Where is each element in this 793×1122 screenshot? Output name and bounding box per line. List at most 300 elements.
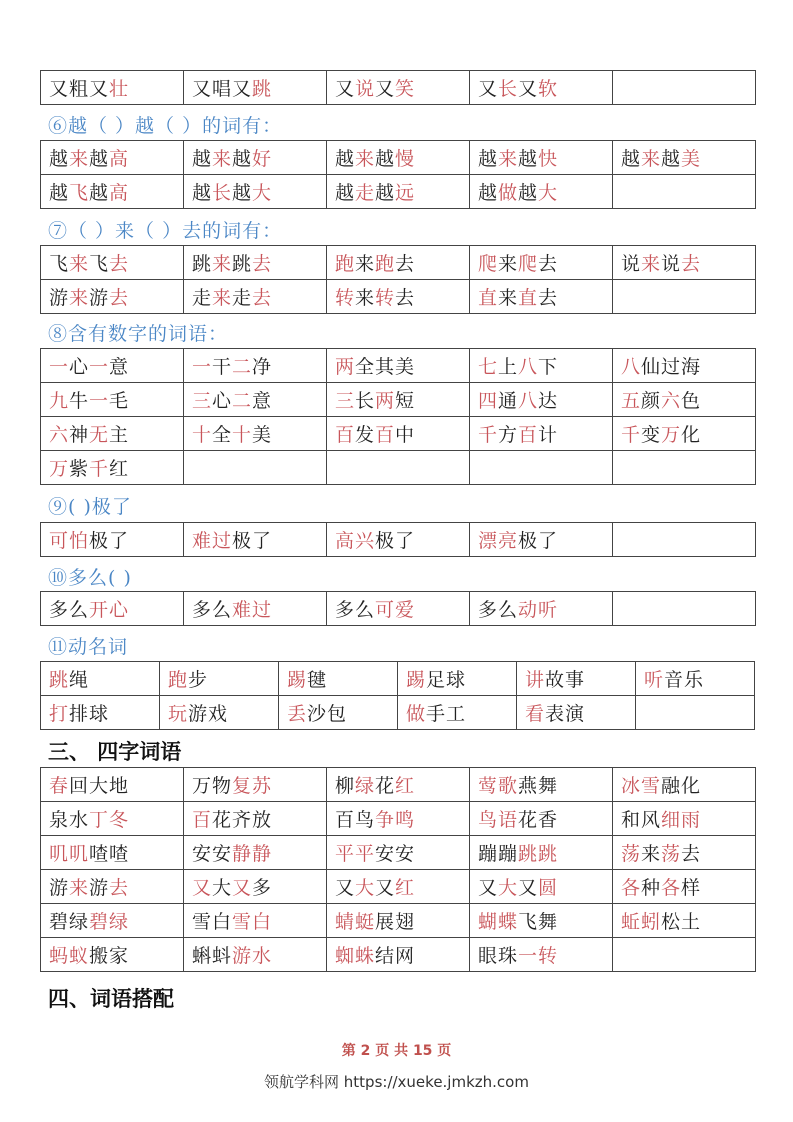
plain-char: 足球 <box>426 669 467 691</box>
plain-char: 来 <box>355 253 376 275</box>
highlighted-char: 长 <box>212 182 233 204</box>
highlighted-char: 千 <box>621 424 642 446</box>
highlighted-char: 大 <box>355 877 376 899</box>
plain-char: 又唱又 <box>192 78 253 100</box>
word-table-top <box>40 70 756 105</box>
word-cell <box>327 802 470 836</box>
highlighted-char: 红 <box>395 775 416 797</box>
word-cell <box>41 938 184 972</box>
word-cell <box>327 904 470 938</box>
word-table-duo-me <box>40 591 756 626</box>
highlighted-char: 平平 <box>335 843 376 865</box>
highlighted-char: 又 <box>192 877 213 899</box>
plain-char: 去 <box>538 287 559 309</box>
plain-char: 安安 <box>192 843 233 865</box>
word-cell <box>184 280 327 314</box>
highlighted-char: 直 <box>478 287 499 309</box>
empty-cell <box>470 451 613 485</box>
highlighted-char: 绿 <box>355 775 376 797</box>
highlighted-char: 各 <box>621 877 642 899</box>
section-word-matching: 四、词语搭配 <box>48 987 174 1011</box>
highlighted-char: 八 <box>518 390 539 412</box>
word-cell <box>184 523 327 557</box>
word-cell <box>41 836 184 870</box>
highlighted-char: 大 <box>498 877 519 899</box>
plain-char: 多么 <box>335 599 376 621</box>
plain-char: 碧绿 <box>49 911 90 933</box>
plain-char: 又 <box>478 877 499 899</box>
highlighted-char: 讲 <box>525 669 546 691</box>
highlighted-char: 去 <box>109 877 130 899</box>
plain-char: 越 <box>49 182 70 204</box>
word-cell <box>470 938 613 972</box>
plain-char: 越 <box>89 148 110 170</box>
word-cell <box>613 349 756 383</box>
highlighted-char: 难过 <box>192 530 233 552</box>
plain-char: 越 <box>192 148 213 170</box>
highlighted-char: 复苏 <box>232 775 273 797</box>
word-table-verb-noun <box>40 661 755 730</box>
highlighted-char: 去 <box>109 287 130 309</box>
word-cell <box>41 246 184 280</box>
word-cell <box>517 662 636 696</box>
plain-char: 泉水 <box>49 809 90 831</box>
plain-char: 去 <box>395 287 416 309</box>
plain-char: 结网 <box>375 945 416 967</box>
highlighted-char: 九 <box>49 390 70 412</box>
plain-char: 越 <box>232 182 253 204</box>
word-cell <box>184 246 327 280</box>
highlighted-char: 笑 <box>395 78 416 100</box>
plain-char: 游 <box>49 877 70 899</box>
word-cell <box>41 417 184 451</box>
word-table-ji-le <box>40 522 756 557</box>
word-cell <box>470 246 613 280</box>
plain-char: 说 <box>621 253 642 275</box>
highlighted-char: 爬 <box>518 253 539 275</box>
highlighted-char: 听 <box>644 669 665 691</box>
word-cell <box>613 141 756 175</box>
word-cell <box>613 246 756 280</box>
plain-char: 表演 <box>545 703 586 725</box>
word-cell <box>184 417 327 451</box>
word-cell <box>470 523 613 557</box>
highlighted-char: 去 <box>252 253 273 275</box>
word-cell <box>184 836 327 870</box>
highlighted-char: 跳跳 <box>518 843 559 865</box>
word-cell <box>613 768 756 802</box>
plain-char: 极了 <box>518 530 559 552</box>
highlighted-char: 千 <box>89 458 110 480</box>
plain-char: 主 <box>109 424 130 446</box>
highlighted-char: 好 <box>252 148 273 170</box>
highlighted-char: 踢 <box>287 669 308 691</box>
plain-char: 越 <box>621 148 642 170</box>
highlighted-char: 跑 <box>168 669 189 691</box>
word-cell <box>41 696 160 730</box>
word-cell <box>41 280 184 314</box>
plain-char: 去 <box>538 253 559 275</box>
highlighted-char: 百 <box>335 424 356 446</box>
word-cell <box>184 71 327 105</box>
word-cell <box>470 904 613 938</box>
plain-char: 游 <box>89 877 110 899</box>
highlighted-char: 六 <box>661 390 682 412</box>
plain-char: 百鸟 <box>335 809 376 831</box>
highlighted-char: 五 <box>621 390 642 412</box>
plain-char: 飞 <box>49 253 70 275</box>
plain-char: 和风 <box>621 809 662 831</box>
plain-char: 净 <box>252 356 273 378</box>
word-cell <box>41 523 184 557</box>
empty-cell <box>327 451 470 485</box>
plain-char: 神 <box>69 424 90 446</box>
plain-char: 多 <box>252 877 273 899</box>
highlighted-char: 长 <box>498 78 519 100</box>
word-cell <box>184 870 327 904</box>
table-row <box>41 904 756 938</box>
plain-char: 越 <box>232 148 253 170</box>
table-row <box>41 696 755 730</box>
plain-char: 毽 <box>307 669 328 691</box>
plain-char: 音乐 <box>664 669 705 691</box>
empty-cell <box>613 280 756 314</box>
highlighted-char: 千 <box>478 424 499 446</box>
table-row <box>41 71 756 105</box>
plain-char: 游 <box>89 287 110 309</box>
word-table-lai-qu <box>40 245 756 314</box>
word-cell <box>279 662 398 696</box>
highlighted-char: 来 <box>69 148 90 170</box>
plain-char: 多么 <box>49 599 90 621</box>
highlighted-char: 美 <box>681 148 702 170</box>
empty-cell <box>613 175 756 209</box>
empty-cell <box>184 451 327 485</box>
plain-char: 长 <box>355 390 376 412</box>
plain-char: 越 <box>518 182 539 204</box>
highlighted-char: 玩 <box>168 703 189 725</box>
empty-cell <box>613 523 756 557</box>
plain-char: 跳 <box>192 253 213 275</box>
word-cell <box>41 768 184 802</box>
plain-char: 越 <box>478 148 499 170</box>
word-cell <box>41 904 184 938</box>
word-cell <box>41 451 184 485</box>
highlighted-char: 大 <box>252 182 273 204</box>
plain-char: 走 <box>192 287 213 309</box>
highlighted-char: 来 <box>69 287 90 309</box>
plain-char: 沙包 <box>307 703 348 725</box>
plain-char: 来 <box>355 287 376 309</box>
word-cell <box>470 802 613 836</box>
highlighted-char: 高兴 <box>335 530 376 552</box>
word-cell <box>184 592 327 626</box>
highlighted-char: 来 <box>69 877 90 899</box>
highlighted-char: 快 <box>538 148 559 170</box>
highlighted-char: 可怕 <box>49 530 90 552</box>
plain-char: 雪白 <box>192 911 233 933</box>
empty-cell <box>613 938 756 972</box>
highlighted-char: 跳 <box>252 78 273 100</box>
plain-char: 达 <box>538 390 559 412</box>
word-cell <box>327 383 470 417</box>
word-cell <box>160 662 279 696</box>
highlighted-char: 慢 <box>395 148 416 170</box>
plain-char: 蹦蹦 <box>478 843 519 865</box>
plain-char: 越 <box>335 182 356 204</box>
highlighted-char: 碧绿 <box>89 911 130 933</box>
plain-char: 意 <box>109 356 130 378</box>
highlighted-char: 无 <box>89 424 110 446</box>
highlighted-char: 一 <box>89 356 110 378</box>
word-cell <box>613 417 756 451</box>
word-cell <box>327 175 470 209</box>
word-cell <box>327 768 470 802</box>
table-row <box>41 592 756 626</box>
highlighted-char: 八 <box>518 356 539 378</box>
highlighted-char: 荡 <box>621 843 642 865</box>
plain-char: 搬家 <box>89 945 130 967</box>
word-cell <box>41 141 184 175</box>
plain-char: 仙过海 <box>641 356 702 378</box>
highlighted-char: 直 <box>518 287 539 309</box>
plain-char: 又 <box>335 78 356 100</box>
word-cell <box>41 870 184 904</box>
plain-char: 安安 <box>375 843 416 865</box>
heading-duo-me: ⑩多么( ) <box>48 567 132 589</box>
plain-char: 越 <box>478 182 499 204</box>
word-cell <box>470 280 613 314</box>
plain-char: 去 <box>681 843 702 865</box>
highlighted-char: 丢 <box>287 703 308 725</box>
word-cell <box>470 349 613 383</box>
highlighted-char: 来 <box>212 253 233 275</box>
page-number: 第 2 页 共 15 页 <box>341 1043 452 1059</box>
plain-char: 蝌蚪 <box>192 945 233 967</box>
highlighted-char: 打 <box>49 703 70 725</box>
empty-cell <box>613 592 756 626</box>
plain-char: 全其美 <box>355 356 416 378</box>
heading-number-words: ⑧含有数字的词语： <box>48 323 229 345</box>
table-row <box>41 802 756 836</box>
word-cell <box>613 383 756 417</box>
highlighted-char: 游水 <box>232 945 273 967</box>
plain-char: 又 <box>375 78 396 100</box>
plain-char: 越 <box>89 182 110 204</box>
empty-cell <box>636 696 755 730</box>
plain-char: 越 <box>375 148 396 170</box>
plain-char: 故事 <box>545 669 586 691</box>
table-row <box>41 141 756 175</box>
highlighted-char: 争鸣 <box>375 809 416 831</box>
highlighted-char: 八 <box>621 356 642 378</box>
word-cell <box>398 696 517 730</box>
highlighted-char: 雪白 <box>232 911 273 933</box>
word-cell <box>636 662 755 696</box>
highlighted-char: 大 <box>538 182 559 204</box>
highlighted-char: 万 <box>661 424 682 446</box>
plain-char: 来 <box>641 843 662 865</box>
plain-char: 花香 <box>518 809 559 831</box>
highlighted-char: 百 <box>518 424 539 446</box>
word-cell <box>470 141 613 175</box>
plain-char: 种 <box>641 877 662 899</box>
highlighted-char: 跳 <box>49 669 70 691</box>
word-cell <box>470 592 613 626</box>
highlighted-char: 来 <box>212 148 233 170</box>
plain-char: 绳 <box>69 669 90 691</box>
plain-char: 又 <box>518 877 539 899</box>
highlighted-char: 冰雪 <box>621 775 662 797</box>
plain-char: 融化 <box>661 775 702 797</box>
word-cell <box>327 836 470 870</box>
highlighted-char: 可爱 <box>375 599 416 621</box>
word-cell <box>41 175 184 209</box>
table-row <box>41 523 756 557</box>
word-cell <box>613 904 756 938</box>
highlighted-char: 动听 <box>518 599 559 621</box>
plain-char: 花 <box>375 775 396 797</box>
plain-char: 化 <box>681 424 702 446</box>
word-cell <box>470 71 613 105</box>
highlighted-char: 一 <box>49 356 70 378</box>
highlighted-char: 难过 <box>232 599 273 621</box>
plain-char: 紫 <box>69 458 90 480</box>
plain-char: 全 <box>212 424 233 446</box>
word-cell <box>184 938 327 972</box>
plain-char: 越 <box>375 182 396 204</box>
highlighted-char: 跑 <box>335 253 356 275</box>
plain-char: 越 <box>192 182 213 204</box>
word-cell <box>327 417 470 451</box>
heading-lai-qu: ⑦（ ）来（ ）去的词有： <box>48 220 283 242</box>
highlighted-char: 走 <box>355 182 376 204</box>
word-table-numbers <box>40 348 756 485</box>
highlighted-char: 壮 <box>109 78 130 100</box>
highlighted-char: 转 <box>375 287 396 309</box>
word-cell <box>470 768 613 802</box>
highlighted-char: 来 <box>641 148 662 170</box>
highlighted-char: 春 <box>49 775 70 797</box>
word-cell <box>160 696 279 730</box>
plain-char: 步 <box>188 669 209 691</box>
table-row <box>41 175 756 209</box>
plain-char: 毛 <box>109 390 130 412</box>
highlighted-char: 二 <box>232 356 253 378</box>
table-row <box>41 246 756 280</box>
plain-char: 下 <box>538 356 559 378</box>
highlighted-char: 荡 <box>661 843 682 865</box>
plain-char: 又粗又 <box>49 78 110 100</box>
table-row <box>41 836 756 870</box>
highlighted-char: 来 <box>498 148 519 170</box>
word-cell <box>41 349 184 383</box>
plain-char: 通 <box>498 390 519 412</box>
word-cell <box>398 662 517 696</box>
plain-char: 干 <box>212 356 233 378</box>
highlighted-char: 做 <box>498 182 519 204</box>
table-row <box>41 662 755 696</box>
highlighted-char: 四 <box>478 390 499 412</box>
plain-char: 眼珠 <box>478 945 519 967</box>
highlighted-char: 静静 <box>232 843 273 865</box>
word-cell <box>327 592 470 626</box>
highlighted-char: 又 <box>232 877 253 899</box>
word-cell <box>41 802 184 836</box>
highlighted-char: 开心 <box>89 599 130 621</box>
highlighted-char: 爬 <box>478 253 499 275</box>
highlighted-char: 一转 <box>518 945 559 967</box>
highlighted-char: 看 <box>525 703 546 725</box>
word-cell <box>470 417 613 451</box>
word-cell <box>184 175 327 209</box>
plain-char: 极了 <box>232 530 273 552</box>
highlighted-char: 来 <box>212 287 233 309</box>
highlighted-char: 来 <box>69 253 90 275</box>
table-row <box>41 383 756 417</box>
highlighted-char: 踢 <box>406 669 427 691</box>
highlighted-char: 各 <box>661 877 682 899</box>
heading-verb-noun: ⑪动名词 <box>48 636 129 658</box>
word-cell <box>41 662 160 696</box>
plain-char: 回大地 <box>69 775 130 797</box>
word-cell <box>184 904 327 938</box>
highlighted-char: 两 <box>335 356 356 378</box>
plain-char: 变 <box>641 424 662 446</box>
plain-char: 色 <box>681 390 702 412</box>
table-row <box>41 349 756 383</box>
highlighted-char: 二 <box>232 390 253 412</box>
highlighted-char: 叽叽 <box>49 843 90 865</box>
highlighted-char: 百 <box>192 809 213 831</box>
plain-char: 越 <box>518 148 539 170</box>
word-cell <box>470 175 613 209</box>
plain-char: 颜 <box>641 390 662 412</box>
word-cell <box>470 383 613 417</box>
plain-char: 发 <box>355 424 376 446</box>
plain-char: 极了 <box>375 530 416 552</box>
highlighted-char: 高 <box>109 182 130 204</box>
table-row <box>41 938 756 972</box>
highlighted-char: 两 <box>375 390 396 412</box>
plain-char: 万物 <box>192 775 233 797</box>
plain-char: 游 <box>49 287 70 309</box>
plain-char: 方 <box>498 424 519 446</box>
highlighted-char: 万 <box>49 458 70 480</box>
highlighted-char: 百 <box>375 424 396 446</box>
highlighted-char: 飞 <box>69 182 90 204</box>
empty-cell <box>613 71 756 105</box>
plain-char: 心 <box>212 390 233 412</box>
plain-char: 又 <box>375 877 396 899</box>
plain-char: 松土 <box>661 911 702 933</box>
highlighted-char: 跑 <box>375 253 396 275</box>
heading-yue-lai-yue: ⑥越（ ）越（ ）的词有： <box>48 115 283 137</box>
plain-char: 燕舞 <box>518 775 559 797</box>
highlighted-char: 漂亮 <box>478 530 519 552</box>
highlighted-char: 蝴蝶 <box>478 911 519 933</box>
highlighted-char: 转 <box>335 287 356 309</box>
highlighted-char: 去 <box>681 253 702 275</box>
plain-char: 飞舞 <box>518 911 559 933</box>
highlighted-char: 七 <box>478 356 499 378</box>
word-cell <box>470 836 613 870</box>
plain-char: 花齐放 <box>212 809 273 831</box>
word-table-yue <box>40 140 756 209</box>
word-cell <box>327 938 470 972</box>
highlighted-char: 圆 <box>538 877 559 899</box>
plain-char: 计 <box>538 424 559 446</box>
